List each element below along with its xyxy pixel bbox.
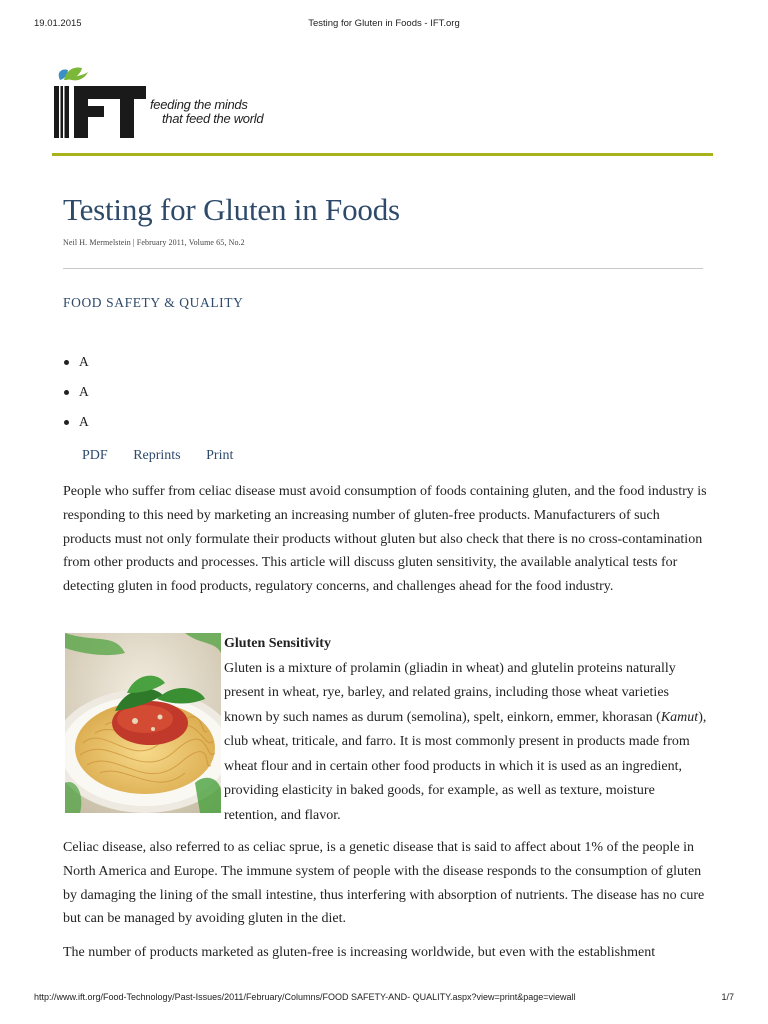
text-size-small[interactable] [63, 347, 89, 377]
text-size-options [63, 347, 89, 437]
bullet-icon [64, 360, 69, 365]
kamut-term: Kamut [660, 709, 699, 725]
section-text-part-2: ), club wheat, triticale, and farro. It is most commonly present in products made from wheat flour and in certain other food products in which it is used as an ingredient, providing elasticity in baked goods, for example, as well as texture, moisture retention, and flavor. [224, 709, 707, 823]
pasta-image-icon [65, 633, 221, 813]
text-size-medium[interactable] [63, 377, 89, 407]
intro-paragraph: People who suffer from celiac disease must avoid consumption of foods containing gluten, and the food industry is responding to this need by marketing an increasing number of gluten-free products. Manufacturers of such products must not only formulate their products without gluten but also check that there is no cross-contamination from other products and processes. This article will discuss gluten sensitivity, the available analytical tests for detecting gluten in food products, regulatory concerns, and challenges ahead for the food industry. [63, 484, 707, 595]
print-page-number: 1/7 [721, 992, 734, 1002]
text-size-large[interactable] [63, 407, 89, 437]
bullet-icon [64, 390, 69, 395]
print-date: 19.01.2015 [34, 18, 82, 29]
header-divider [52, 153, 713, 156]
text-size-label: A [79, 414, 89, 429]
section-heading: Gluten Sensitivity [224, 636, 331, 651]
article-tools [82, 448, 255, 464]
pasta-photo [65, 633, 221, 813]
tagline-line-1: feeding the minds [150, 97, 248, 112]
article-byline: Neil H. Mermelstein | February 2011, Volume 65, No.2 [63, 238, 245, 247]
print-header [34, 18, 734, 32]
reprints-link[interactable]: Reprints [133, 448, 181, 463]
article-title: Testing for Gluten in Foods [63, 192, 400, 227]
products-paragraph: The number of products marketed as gluten-free is increasing worldwide, but even with the establishment [63, 945, 656, 960]
gluten-sensitivity-section [224, 632, 708, 828]
article-category[interactable]: FOOD SAFETY & QUALITY [63, 295, 244, 310]
ift-tagline [150, 98, 263, 126]
celiac-paragraph: Celiac disease, also referred to as celiac sprue, is a genetic disease that is said to affect about 1% of the people in North America and Europe. The immune system of people with the disease responds to the consumption of gluten by damaging the lining of the small intestine, thus interfering with absorption of nutrients. The disease has no cure but can be managed by avoiding gluten in the diet. [63, 840, 705, 927]
text-size-label: A [79, 384, 89, 399]
title-divider [63, 268, 703, 269]
section-text-part-1: Gluten is a mixture of prolamin (gliadin in wheat) and glutelin proteins naturally present in wheat, rye, barley, and related grains, including those wheat varieties known by such names as durum (semolina), spelt, einkorn, emmer, khorasan ( [224, 660, 676, 725]
print-document-title: Testing for Gluten in Foods - IFT.org [308, 18, 460, 29]
ift-logo-mark-icon [52, 66, 152, 142]
ift-logo[interactable] [52, 66, 282, 142]
tagline-line-2: that feed the world [162, 111, 264, 126]
text-size-label: A [79, 354, 89, 369]
bullet-icon [64, 420, 69, 425]
print-link[interactable]: Print [206, 448, 234, 463]
pdf-link[interactable]: PDF [82, 448, 108, 463]
print-url: http://www.ift.org/Food-Technology/Past-Issues/2011/February/Columns/FOOD SAFETY-AND- QUALITY.aspx?view=print&page=viewall [34, 992, 576, 1002]
print-footer [34, 992, 734, 1006]
